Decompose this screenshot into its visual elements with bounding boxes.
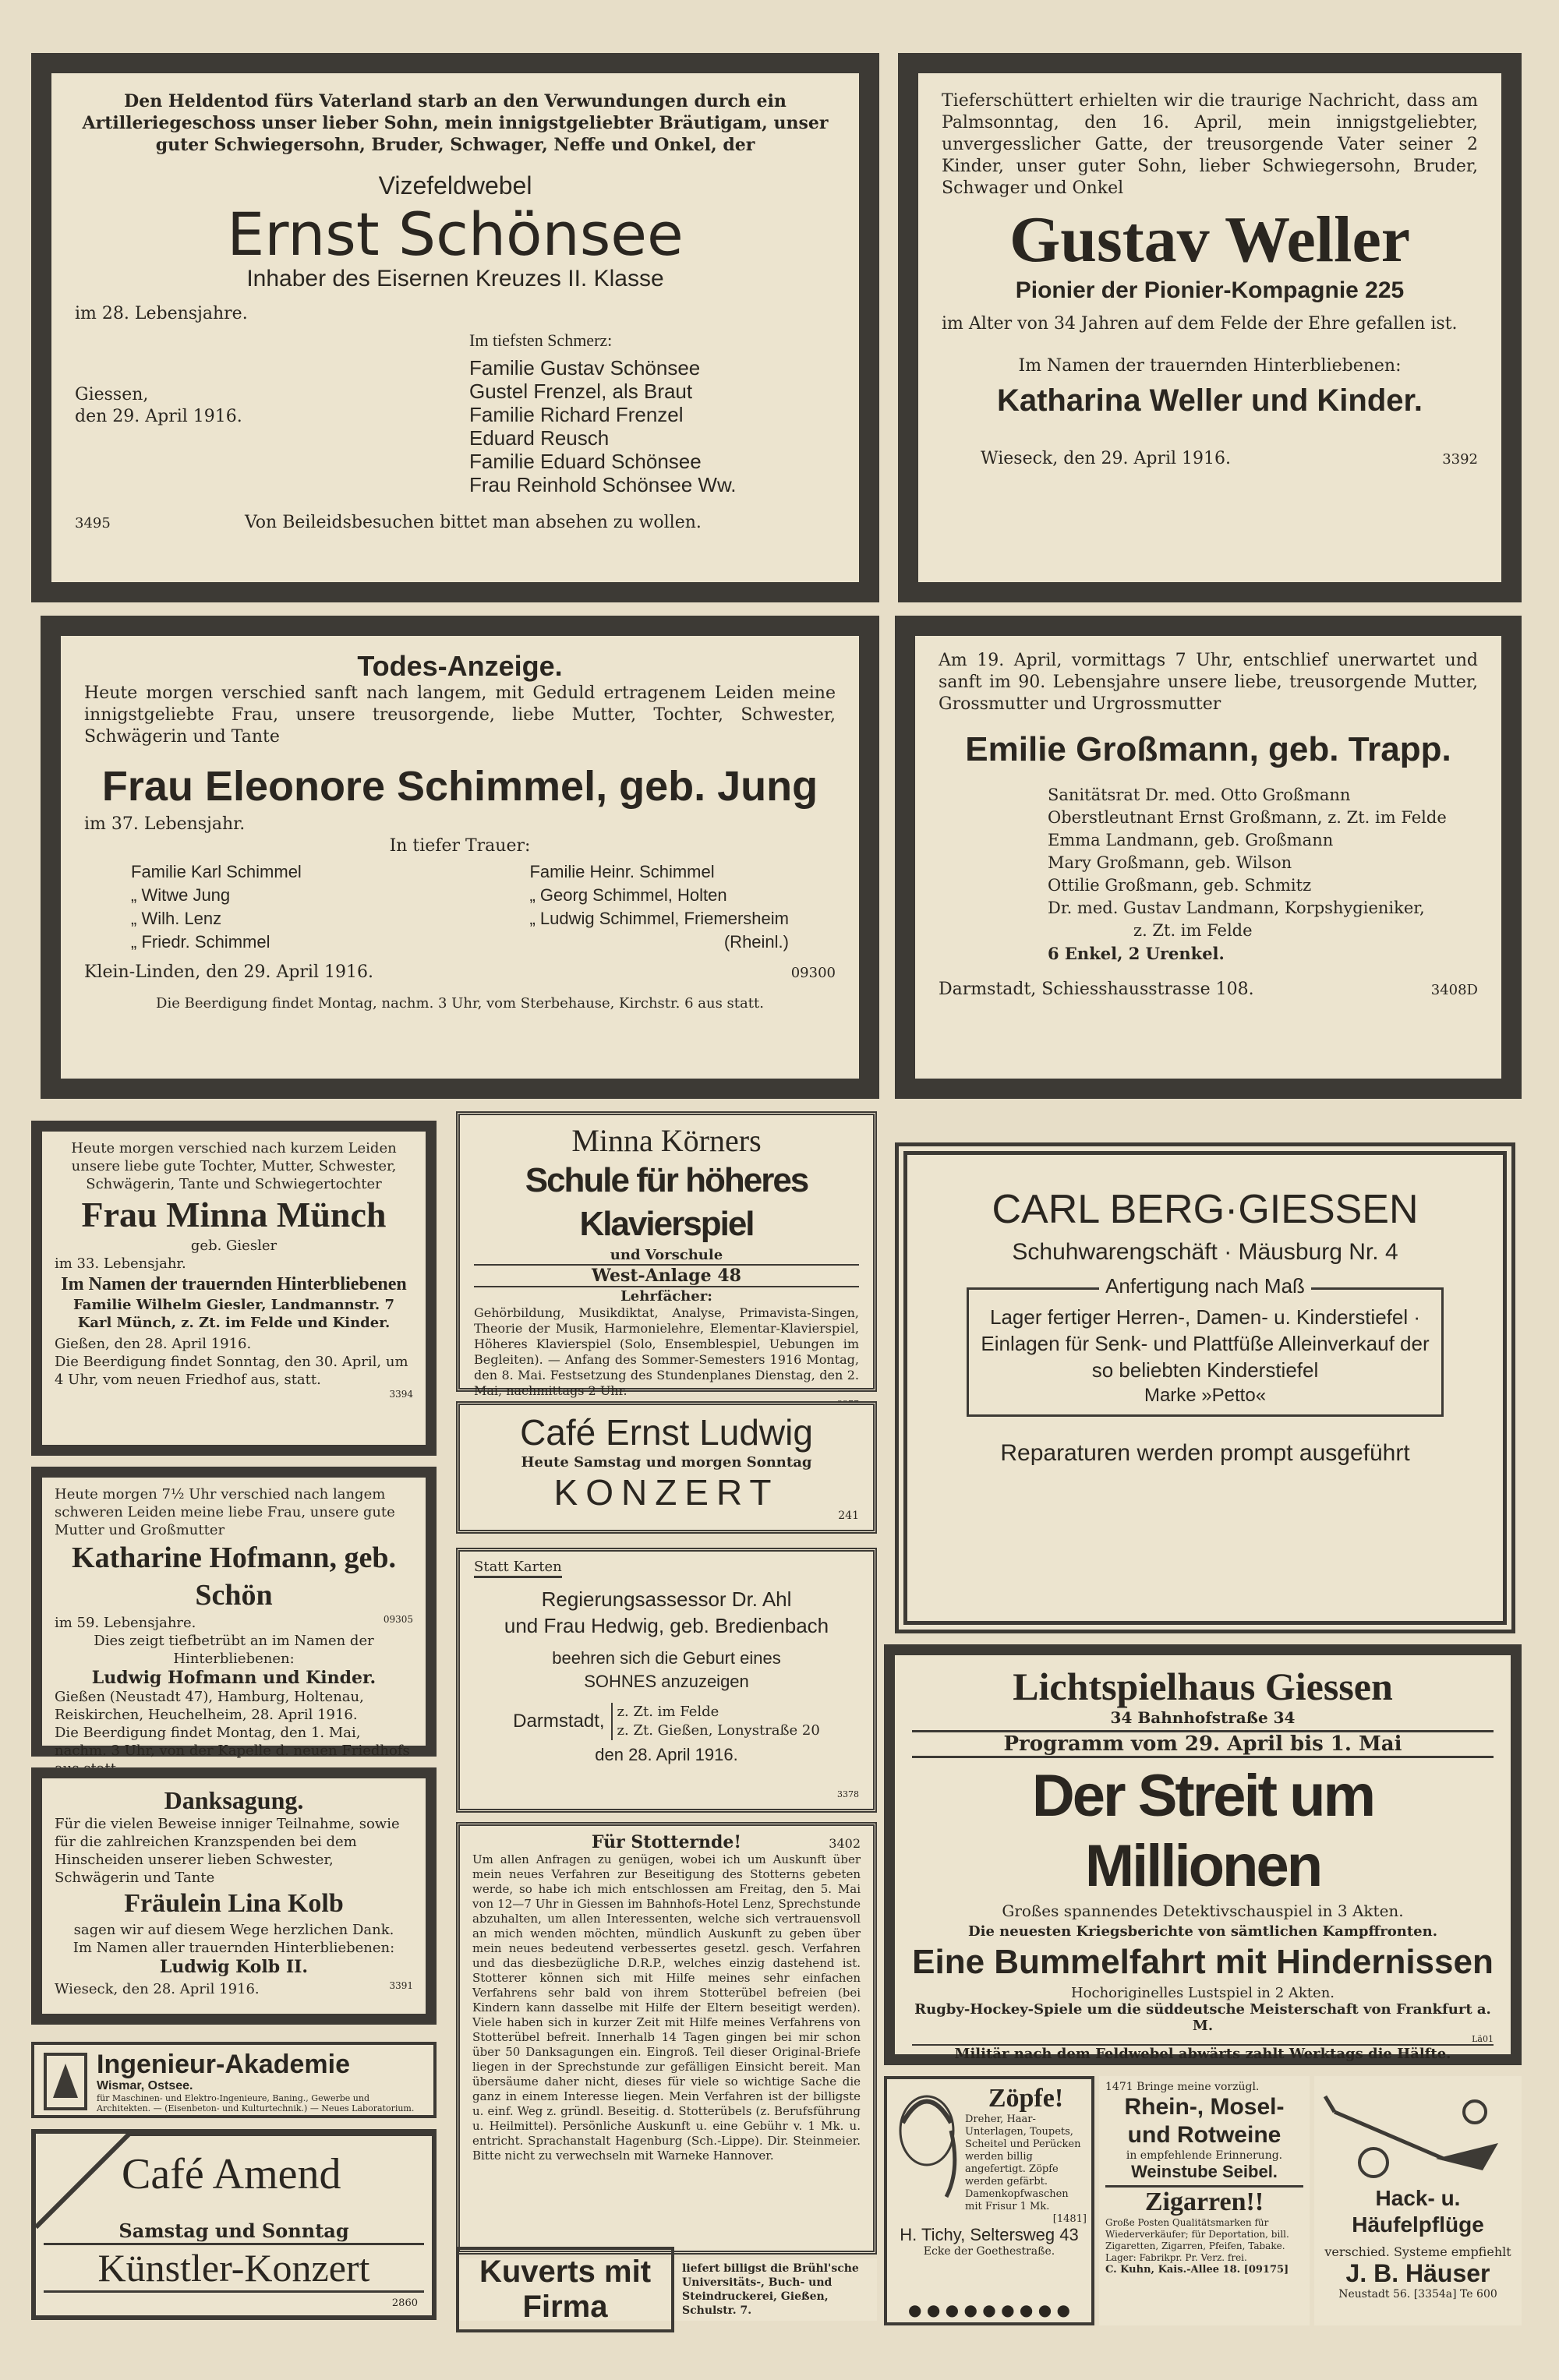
thanks-kolb xyxy=(31,1767,437,2025)
ad-text: Um allen Anfragen zu genügen, wobei ich um Auskunft über mein neues Verfahren zur Beseitigung des Stotterns gebeten werde, so habe ich mich entschlossen am Freitag, den 5. Mai von 12—7 Uhr in Giessen im Bahnhofs-Hotel Lenz, Sprechstunde abzuhalten, um allen Interessenten, welche sich vertrauensvoll an mich wenden möchten, mündlich Auskunft zu geben über mein neues bedeutend verbessertes gesetzl. gesch. Verfahren und das diesbezügliche D.R.P., welches einzig dastehend ist. Stotterer können sich mit Hilfe meines sehr einfachen Verfahrens sehr bald von ihrem Stotterübel befreien (bei Kindern kann dasselbe mit Hilfe der Eltern beseitigt werden). Viele haben sich in kurzer Zeit mit Hilfe meines Verfahrens von Stotterübel befreit. Innerhalb 14 Tagen gingen bei mir schon über 50 Danksagungen ein. Eingroß. Teil dieser Original-Briefe liegen in der Sprechstunde zur gefälligen Einsicht bereit. Man übersäume daher nicht, dieses für viele so wichtige Sache die ganz in einem Interesse liegen. Mein Verfahren ist der billigste u. einf. Weg z. gründl. Beseitig. d. Stotterübels (z. Berufsführung u. Heilmittel). Persönliche Auskunft u. eine Gebühr v. 1 Mk. u. entricht. Sprachanstalt Hagenburg (Sch.-Lippe). Dir. Steinmeier. Bitte nicht zu verwechseln mit Warneke Hannover. xyxy=(472,1852,861,2163)
deceased-name: Frau Eleonore Schimmel, geb. Jung xyxy=(101,763,818,810)
ad-code: Lä01 xyxy=(1472,2034,1494,2044)
age-line: im 33. Lebensjahr. xyxy=(55,1255,186,1272)
academy-courses: für Maschinen- und Elektro-Ingenieure, Baning., Gewerbe und Architekten. — (Eisenbeton- und Kulturtechnik.) — Neues Laboratorium. xyxy=(97,2093,415,2113)
birth-announcement-ahl xyxy=(456,1548,877,1813)
age-line: im 59. Lebensjahre. xyxy=(55,1615,196,1631)
footer-note: Die Beerdigung findet Montag, den 1. Mai, nachm. 3 Uhr, von der Kapelle d. neuen Friedhofs xyxy=(55,1725,410,1759)
cafe-event: Künstler-Konzert xyxy=(44,2243,424,2293)
footer-note: Die Beerdigung findet Montag, nachm. 3 Uhr, vom Sterbehause, Kirchstr. 6 aus statt. xyxy=(156,995,764,1012)
academy-emblem-icon xyxy=(42,2051,89,2112)
announcement-text: beehren sich die Geburt eines xyxy=(552,1648,781,1668)
ad-code: [1481] xyxy=(1052,2213,1087,2225)
mourner: Familie Heinr. Schimmel xyxy=(529,862,715,881)
mourner: 6 Enkel, 2 Urenkel. xyxy=(1048,944,1225,963)
head-profile-icon xyxy=(892,2084,962,2201)
footer-note: Die Beerdigung findet Sonntag, den 30. April, um 4 Uhr, vom neuen Friedhof aus, statt. xyxy=(55,1354,408,1388)
cafe-name: Café Amend xyxy=(122,2150,341,2198)
school-address: West-Anlage 48 xyxy=(474,1264,859,1287)
mourner: Familie Richard Frenzel xyxy=(469,403,684,426)
place-line: Darmstadt, Schiesshausstrasse 108. xyxy=(939,980,1254,999)
date-line: den 29. April 1916. xyxy=(75,407,242,426)
mourner: Familie Gustav Schönsee xyxy=(469,356,701,380)
place-line: Wieseck, den 28. April 1916. xyxy=(55,1981,260,1997)
behalf-line: Im Namen der trauernden Hinterbliebenen: xyxy=(1018,356,1402,376)
deceased-name: Frau Minna Münch xyxy=(81,1195,387,1234)
signer: Ludwig Hofmann und Kinder. xyxy=(91,1668,376,1688)
age-line: im 37. Lebensjahr. xyxy=(84,814,246,834)
mourner: Familie Eduard Schönsee xyxy=(469,450,702,473)
ad-cafe-ernst-ludwig xyxy=(456,1401,877,1534)
cinema-address: 34 Bahnhofstraße 34 xyxy=(1110,1708,1296,1727)
deceased-name: Fräulein Lina Kolb xyxy=(124,1889,344,1918)
location: z. Zt. Gießen, Lonystraße 20 xyxy=(617,1722,820,1739)
ad-ingenieur-akademie xyxy=(31,2042,437,2118)
ad-haeuser xyxy=(1314,2076,1522,2325)
brand-line: Marke »Petto« xyxy=(1144,1385,1267,1406)
deceased-name: Katharine Hofmann, geb. Schön xyxy=(72,1541,396,1612)
label: Statt Karten xyxy=(474,1558,562,1578)
academy-place: Wismar, Ostsee. xyxy=(97,2079,193,2092)
school-owner: Minna Körners xyxy=(571,1123,762,1158)
announcer: Regierungsassessor Dr. Ahl xyxy=(541,1587,792,1611)
military-rank: Vizefeldwebel xyxy=(378,171,532,200)
mourner: „ Ludwig Schimmel, Friemersheim xyxy=(529,909,789,928)
cinema-name: Lichtspielhaus Giessen xyxy=(1013,1665,1393,1708)
mourner: Mary Großmann, geb. Wilson xyxy=(1048,853,1292,872)
grief-line: Im tiefsten Schmerz: xyxy=(469,330,613,350)
obituary-intro: Den Heldentod fürs Vaterland starb an den Verwundungen durch ein Artilleriegeschoss unser lieber Sohn, mein innigstgeliebter Bräutigam, unser guter Schwiegersohn, Bruder, Schwager, Neffe und Onkel, der xyxy=(82,91,829,155)
news-line: Die neuesten Kriegsberichte von sämtlichen Kampffronten. xyxy=(968,1923,1437,1940)
ad-code: 3378 xyxy=(837,1789,859,1799)
made-to-measure: Anfertigung nach Maß xyxy=(1099,1274,1311,1298)
mourner: Oberstleutnant Ernst Großmann, z. Zt. im Felde xyxy=(1048,808,1447,827)
plough-icon xyxy=(1319,2081,1514,2182)
deceased-name: Ernst Schönsee xyxy=(227,200,684,269)
mourner: Frau Reinhold Schönsee Ww. xyxy=(469,473,737,496)
place-line: Giessen, xyxy=(75,385,149,404)
subjects-text: Gehörbildung, Musikdiktat, Analyse, Primavista-Singen, Theorie der Musik, Harmonielehre, Elementar-Klavierspiel, Höheres Klavierspiel (Solo, Ensemblespiel, Uebungen im Begleiten). — Anfang des Sommer-Semesters 1916 Montag, den 8. Mai. Festsetzung des Stundenplanes Dienstag, den 2. Mai, nachmittags 2 Uhr. xyxy=(474,1305,859,1398)
academy-name: Ingenieur-Akademie xyxy=(97,2050,350,2079)
shop-name: H. Tichy, Seltersweg 43 xyxy=(900,2225,1079,2244)
repair-line: Reparaturen werden prompt ausgeführt xyxy=(1000,1440,1410,1466)
obituary-hofmann xyxy=(31,1467,437,1757)
cigars-title: Zigarren!! xyxy=(1105,2185,1303,2217)
decorative-dots-icon: ● ● ● ● ● ● ● ● ● xyxy=(908,2301,1070,2319)
ad-code: 241 xyxy=(838,1510,859,1522)
shop-name: J. B. Häuser xyxy=(1345,2259,1490,2287)
shop-name: Weinstube Seibel. xyxy=(1131,2162,1278,2181)
footer-note: Von Beileidsbesuchen bittet man absehen zu wollen. xyxy=(244,513,702,532)
location: z. Zt. im Felde xyxy=(617,1704,719,1720)
cafe-event: KONZERT xyxy=(553,1472,780,1513)
mourner: Sanitätsrat Dr. med. Otto Großmann xyxy=(1048,786,1351,804)
mourner: „ Witwe Jung xyxy=(131,885,231,905)
ad-code: 09300 xyxy=(790,965,836,981)
grief-line: Dies zeigt tiefbetrübt an im Namen der Hinterbliebenen: xyxy=(94,1633,374,1667)
obituary-intro: Tieferschüttert erhielten wir die traurige Nachricht, dass am Palmsonntag, den 16. April, mein innigstgeliebter, unvergesslicher Gatte, der treusorgende Vater seiner 2 Kinder, unser guter Sohn, lieber Schwiegersohn, Bruder, Schwager und Onkel xyxy=(942,91,1478,198)
obituary-schimmel xyxy=(41,616,879,1099)
ad-code: 2860 xyxy=(391,2297,418,2309)
obituary-intro: Heute morgen verschied nach kurzem Leiden unsere liebe gute Tochter, Mutter, Schwester, Schwägerin, Tante und Schwiegertochter xyxy=(71,1140,397,1192)
obituary-grossmann xyxy=(895,616,1522,1099)
ad-lichtspielhaus xyxy=(884,1644,1522,2065)
born-line: geb. Giesler xyxy=(190,1238,278,1254)
ad-code: 3394 xyxy=(389,1389,413,1400)
ad-title: Kuverts mit Firma xyxy=(456,2247,674,2332)
shop-address: Ecke der Goethestraße. xyxy=(923,2245,1055,2258)
mourner: Ottilie Großmann, geb. Schmitz xyxy=(1048,876,1312,895)
ad-cafe-amend xyxy=(31,2129,437,2320)
obituary-schoensee xyxy=(31,53,879,602)
ad-code: 3392 xyxy=(1442,451,1478,468)
school-sub: und Vorschule xyxy=(610,1247,723,1263)
ad-code: 1471 xyxy=(1105,2081,1133,2093)
honor-line: Inhaber des Eisernen Kreuzes II. Klasse xyxy=(246,266,664,291)
school-name: Schule für höheres Klavierspiel xyxy=(525,1161,808,1243)
notice-title: Todes-Anzeige. xyxy=(357,650,563,682)
cafe-sub: Samstag und Sonntag xyxy=(118,2219,349,2242)
reminder-line: in empfehlende Erinnerung. xyxy=(1126,2149,1283,2162)
wine-line: Rhein-, Mosel- und Rotweine xyxy=(1124,2094,1285,2148)
widow-name: Katharina Weller und Kinder. xyxy=(996,383,1423,418)
notice-title: Danksagung. xyxy=(164,1786,304,1814)
ad-text: Dreher, Haar-Unterlagen, Toupets, Scheitel und Perücken werden billig angefertigt. Zöpfe werden gefärbt. Damenkopfwaschen mit Frisur 1 Mk. xyxy=(965,2113,1081,2212)
husband-line: Karl Münch, z. Zt. im Felde und Kinder. xyxy=(77,1315,391,1331)
ad-seibel xyxy=(1099,2076,1310,2325)
place-line: Wieseck, den 29. April 1916. xyxy=(981,449,1232,468)
obituary-intro: Heute morgen verschied sanft nach langem, mit Geduld ertragenem Leiden meine innigstgeliebte Frau, unsere treusorgende, liebe Mutter, Tochter, Schwester, Schwägerin und Tante xyxy=(84,683,836,747)
mourner: Gustel Frenzel, als Braut xyxy=(469,380,693,403)
ad-koerner-school xyxy=(456,1111,877,1398)
ad-title: Hack- u. Häufelpflüge xyxy=(1352,2186,1484,2237)
obituary-weller xyxy=(898,53,1522,602)
places-line: Gießen (Neustadt 47), Hamburg, Holtenau, Reiskirchen, Heuchelheim, 28. April 1916. xyxy=(55,1689,364,1723)
family-line: Familie Wilhelm Giesler, Landmannstr. 7 xyxy=(72,1297,394,1313)
ad-text: liefert billigst die Brühl'sche Universitäts-, Buch- und Steindruckerei, Gießen, Schulstr. 7. xyxy=(682,2262,859,2317)
ad-intro: Bringe meine vorzügl. xyxy=(1137,2081,1260,2093)
age-line: im 28. Lebensjahre. xyxy=(75,304,248,323)
mourner: (Rheinl.) xyxy=(723,932,789,952)
ad-title: Für Stotternde! xyxy=(591,1832,742,1852)
feature-sub: Großes spannendes Detektivschauspiel in 3 Akten. xyxy=(1002,1902,1404,1920)
shop-sub: Schuhwarengschäft · Mäusburg Nr. 4 xyxy=(1012,1239,1398,1265)
signer: Ludwig Kolb II. xyxy=(159,1957,309,1977)
shop-name: CARL BERG·GIESSEN xyxy=(992,1187,1419,1232)
military-note: Militär nach dem Feldwebel abwärts zahlt Werktags die Hälfte. xyxy=(912,2044,1494,2062)
deceased-name: Emilie Großmann, geb. Trapp. xyxy=(965,730,1451,768)
mourner: z. Zt. im Felde xyxy=(1133,921,1253,940)
place-line: Klein-Linden, den 29. April 1916. xyxy=(84,962,373,982)
announcer-wife: und Frau Hedwig, geb. Bredienbach xyxy=(504,1614,829,1637)
ad-code: 3495 xyxy=(75,515,111,531)
ad-code: 3402 xyxy=(829,1836,861,1851)
subjects-label: Lehrfächer: xyxy=(620,1288,712,1305)
mourner: „ Friedr. Schimmel xyxy=(131,932,270,952)
ad-text: verschied. Systeme empfiehlt xyxy=(1324,2244,1511,2259)
mourner: Eduard Reusch xyxy=(469,426,610,450)
stock-text: Lager fertiger Herren-, Damen- u. Kinderstiefel · Einlagen für Senk- und Plattfüße Alleinverkauf der so beliebten Kinderstiefel xyxy=(981,1305,1430,1382)
ad-text: Große Posten Qualitätsmarken für Wiederverkäufer; für Deportation, bill. Zigaretten, Zigarren, Pfeifen, Tabake. Lager: Fabrikpr. Pr. Verz. frei. xyxy=(1105,2217,1289,2263)
unit-line: Pionier der Pionier-Kompagnie 225 xyxy=(1015,277,1405,303)
cafe-name: Café Ernst Ludwig xyxy=(520,1412,813,1453)
thanks-text: Für die vielen Beweise inniger Teilnahme, sowie für die zahlreichen Kranzspenden bei dem Hinscheiden unserer lieben Schwester, Schwägerin und Tante xyxy=(55,1816,400,1886)
obituary-muench xyxy=(31,1121,437,1456)
mourner: „ Wilh. Lenz xyxy=(131,909,222,928)
second-film: Eine Bummelfahrt mit Hindernissen xyxy=(912,1943,1494,1981)
program-dates: Programm vom 29. April bis 1. Mai xyxy=(912,1730,1494,1758)
place-line: Gießen, den 28. April 1916. xyxy=(55,1336,252,1352)
shop-address: Neustadt 56. [3354a] Te 600 xyxy=(1338,2288,1497,2301)
ad-carl-berg xyxy=(895,1142,1515,1633)
ad-code: 09305 xyxy=(383,1614,413,1625)
ad-stotternde xyxy=(456,1822,877,2255)
cafe-sub: Heute Samstag und morgen Sonntag xyxy=(521,1454,812,1471)
behalf-line: Im Namen der trauernden Hinterbliebenen xyxy=(61,1274,407,1294)
sport-line: Rugby-Hockey-Spiele um die süddeutsche Meisterschaft von Frankfurt a. M. xyxy=(914,2001,1491,2034)
ad-zoepfe xyxy=(884,2076,1094,2325)
behalf-line: Im Namen aller trauernden Hinterbliebenen: xyxy=(72,1940,395,1956)
obituary-intro: Am 19. April, vormittags 7 Uhr, entschlief unerwartet und sanft im 90. Lebensjahre unsere liebe, treusorgende Mutter, Grossmutter und Urgrossmutter xyxy=(939,651,1478,714)
date-line: den 28. April 1916. xyxy=(595,1745,738,1764)
shop-address: C. Kuhn, Kais.-Allee 18. [09175] xyxy=(1105,2264,1289,2276)
grief-line: In tiefer Trauer: xyxy=(389,836,531,856)
ad-code: 3408D xyxy=(1430,982,1478,998)
mourner: Dr. med. Gustav Landmann, Korpshygieniker, xyxy=(1048,899,1425,917)
city: Darmstadt, xyxy=(513,1711,605,1732)
feature-film: Der Streit um Millionen xyxy=(1031,1763,1374,1899)
mourner: Familie Karl Schimmel xyxy=(131,862,302,881)
deceased-name: Gustav Weller xyxy=(1009,203,1411,276)
mourner: „ Georg Schimmel, Holten xyxy=(529,885,727,905)
age-line: im Alter von 34 Jahren auf dem Felde der Ehre gefallen ist. xyxy=(942,314,1458,334)
second-film-sub: Hochoriginelles Lustspiel in 2 Akten. xyxy=(1070,1985,1335,2001)
announcement-text: SOHNES anzuzeigen xyxy=(584,1672,749,1691)
thanks-line: sagen wir auf diesem Wege herzlichen Dank. xyxy=(73,1922,394,1938)
obituary-intro: Heute morgen 7½ Uhr verschied nach langem schweren Leiden meine liebe Frau, unsere gute Mutter und Großmutter xyxy=(55,1486,395,1538)
ad-kuverts xyxy=(456,2255,877,2324)
ad-code: 3391 xyxy=(389,1980,413,1991)
mourner: Emma Landmann, geb. Großmann xyxy=(1048,831,1334,849)
ad-title: Zöpfe! xyxy=(988,2084,1064,2113)
